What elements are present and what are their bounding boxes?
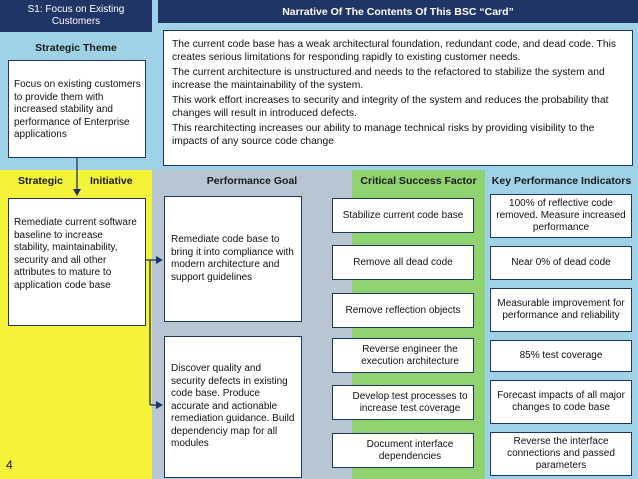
narrative-paragraph: This work effort increases to security and integrity of the system and reduces the probability that changes will result in introduced defects. <box>172 95 609 119</box>
page-number: 4 <box>6 458 13 472</box>
strategic-theme-label: Strategic Theme <box>35 42 117 54</box>
narrative-title: Narrative Of The Contents Of This BSC “Card” <box>158 0 638 23</box>
csf-item-5: Develop test processes to increase test coverage <box>332 385 474 420</box>
kpi-item-4: 85% test coverage <box>490 340 632 372</box>
performance-goal-2: Discover quality and security defects in existing code base. Produce accurate and actionable remediation guidance. Build dependenciy map for all modules <box>164 336 302 478</box>
column-header-kpi: Key Performance Indicators <box>491 175 632 187</box>
kpi-item-2: Near 0% of dead code <box>490 246 632 280</box>
narrative-box <box>163 30 633 166</box>
narrative-paragraph: The current code base has a weak architectural foundation, redundant code, and dead code. This creates serious limitations for responding rapidly to existing customer needs. <box>172 39 617 63</box>
kpi-item-3: Measurable improvement for performance and reliability <box>490 288 632 332</box>
csf-item-6: Document interface dependencies <box>332 433 474 468</box>
narrative-paragraph: This rearchitecting increases our ability to manage technical risks by providing visibility to the impacts of any source code change <box>172 123 595 147</box>
strategic-theme-box: Focus on existing customers to provide them with increased stability and performance of Enterprise applications <box>8 60 146 158</box>
csf-item-3: Remove reflection objects <box>332 293 474 328</box>
csf-item-2: Remove all dead code <box>332 245 474 280</box>
column-header-performance-goal: Performance Goal <box>206 175 298 187</box>
narrative-paragraph: The current architecture is unstructured and needs to the refactored to stabilize the system and increase the maintainability of the system. <box>172 67 605 91</box>
csf-item-4: Reverse engineer the execution architecture <box>332 338 474 373</box>
column-header-csf: Critical Success Factor <box>360 175 477 187</box>
column-header-initiative: Initiative <box>90 175 133 187</box>
strategic-initiative-box: Remediate current software baseline to increase stability, maintainability, security and all other attributes to mature to application code base <box>8 198 146 326</box>
objective-title: S1: Focus on Existing Customers <box>0 0 152 32</box>
kpi-item-6: Reverse the interface connections and passed parameters <box>490 432 632 476</box>
performance-goal-1: Remediate code base to bring it into compliance with modern architecture and support guidelines <box>164 196 302 322</box>
csf-item-1: Stabilize current code base <box>332 198 474 233</box>
kpi-item-1: 100% of reflective code removed. Measure increased performance <box>490 194 632 238</box>
column-header-strategic: Strategic <box>18 175 63 187</box>
kpi-item-5: Forecast impacts of all major changes to code base <box>490 380 632 424</box>
